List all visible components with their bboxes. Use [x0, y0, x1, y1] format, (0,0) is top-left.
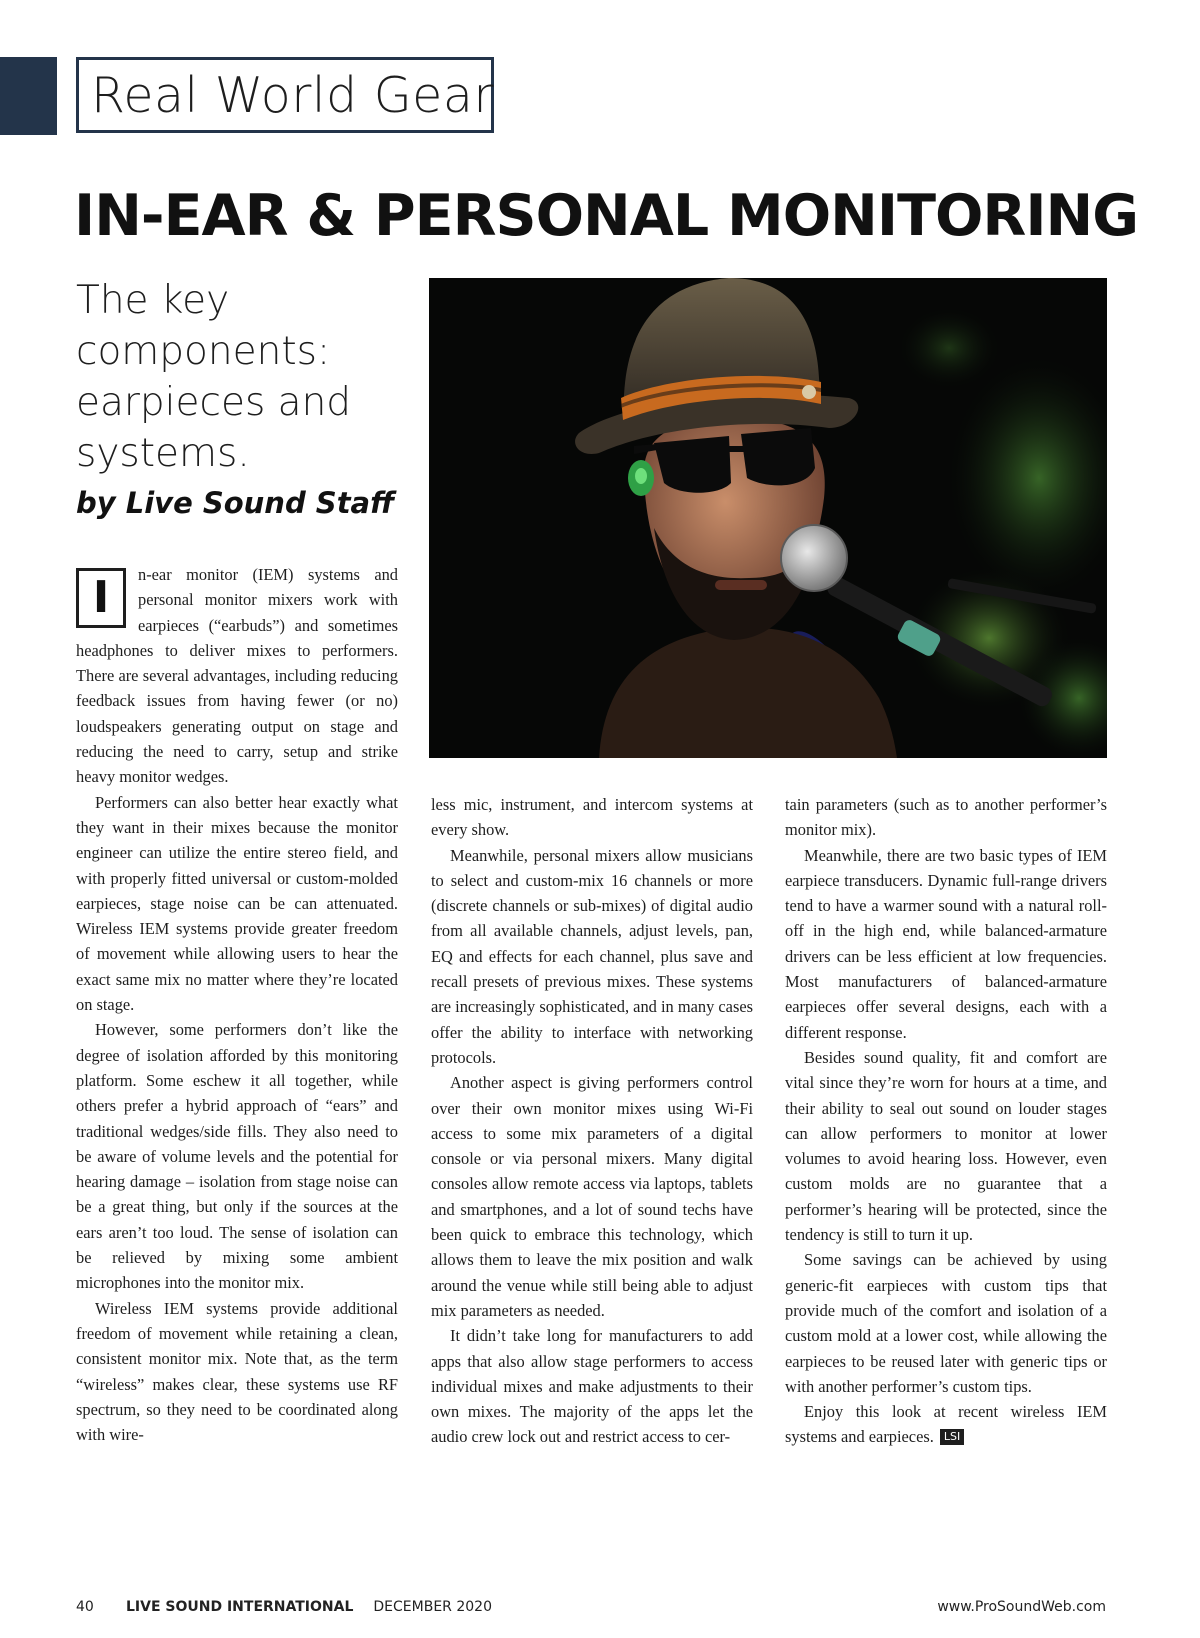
- paragraph: However, some performers don’t like the degree of isolation afforded by this monitoring platform. Some eschew it all together, while others prefer a hybrid approach of “ears” and traditional wedges/side fills. They also need to be aware of volume levels and the potential for hearing damage – isolation from stage noise can be a great thing, but only if the sources at the ears aren’t too loud. The sense of isolation can be relieved by mixing some ambient microphones into the monitor mix.: [76, 1020, 398, 1293]
- paragraph: Besides sound quality, fit and comfort are vital since they’re worn for hours at a time, and their ability to seal out sound on louder stages can allow performers to monitor at lower volumes to avoid hearing loss. However, even custom molds are no guarantee that a performer’s hearing will be protected, since the tendency is still to turn it up.: [785, 1047, 1107, 1245]
- paragraph: tain parameters (such as to another performer’s monitor mix).: [785, 795, 1107, 840]
- paragraph: Meanwhile, personal mixers allow musicians to select and custom-mix 16 channels or more (discrete channels or sub-mixes) of digital audio from all available channels, adjust levels, pan, EQ and effects for each channel, plus save and recall presets of previous mixes. These systems are increasingly sophisticated, and in many cases offer the ability to interface with networking protocols.: [431, 845, 753, 1067]
- article-column-1: [76, 562, 398, 1447]
- page-number: 40: [76, 1599, 94, 1615]
- article-column-2: [431, 792, 753, 1450]
- website-link[interactable]: www.ProSoundWeb.com: [937, 1599, 1106, 1615]
- paragraph: It didn’t take long for manufacturers to add apps that also allow stage performers to access individual mixes and make adjustments to their own mixes. The majority of the apps let the audio crew lock out and restrict access to cer-: [431, 1326, 753, 1447]
- paragraph: Some savings can be achieved by using generic-fit earpieces with custom tips that provide much of the comfort and isolation of a custom mold at a lower cost, while allowing the earpieces to be reused later with generic tips or with another performer’s custom tips.: [785, 1250, 1107, 1396]
- paragraph: less mic, instrument, and intercom systems at every show.: [431, 795, 753, 840]
- issue-date: DECEMBER 2020: [373, 1599, 492, 1615]
- paragraph: Wireless IEM systems provide additional freedom of movement while retaining a clean, consistent monitor mix. Note that, as the term “wireless” makes clear, these systems use RF spectrum, so they need to be coordinated along with wire-: [76, 1298, 398, 1445]
- drop-cap: I: [76, 568, 126, 628]
- article-photo: [429, 278, 1107, 758]
- paragraph: n-ear monitor (IEM) systems and personal monitor mixers work with earpieces (“earbuds”) and sometimes headphones to deliver mixes to performers. There are several advantages, including reducing feedback issues from having fewer (or no) loudspeakers generating output on stage and reducing the need to carry, setup and strike heavy monitor wedges.: [76, 565, 398, 787]
- section-color-tab: [0, 57, 57, 135]
- article-deck: The key components: earpieces and systems.: [76, 278, 352, 476]
- paragraph: Meanwhile, there are two basic types of IEM earpiece transducers. Dynamic full-range drivers tend to have a warmer sound with a natural roll-off in the high end, while balanced-armature drivers can be less efficient at low frequencies. Most manufacturers of balanced-armature earpieces offer several designs, each with a different response.: [785, 845, 1107, 1042]
- paragraph: Another aspect is giving performers control over their own monitor mixes using Wi-Fi access to some mix parameters of a digital console or via personal mixers. Many digital consoles allow remote access via laptops, tablets and smartphones, and a lot of sound techs have been quick to embrace this technology, which allows them to leave the mix position and walk around the venue while still being able to adjust mix parameters as needed.: [431, 1073, 753, 1320]
- article-byline: by Live Sound Staff: [76, 486, 395, 520]
- paragraph-last: [785, 1399, 1107, 1450]
- publication-name: LIVE SOUND INTERNATIONAL: [126, 1599, 354, 1615]
- article-column-3: [785, 792, 1107, 1450]
- section-label: Real World Gear: [76, 57, 494, 133]
- paragraph: Performers can also better hear exactly what they want in their mixes because the monitor engineer can utilize the entire stereo field, and with properly fitted universal or custom-molded earpieces, stage noise can be can attenuated. Wireless IEM systems provide greater freedom of movement while allowing users to hear the exact same mix no matter where they’re located on stage.: [76, 792, 398, 1015]
- article-headline: IN-EAR & PERSONAL MONITORING: [74, 183, 1139, 249]
- page-footer: [76, 1599, 1106, 1615]
- paragraph-text: Enjoy this look at recent wireless IEM systems and earpieces.: [785, 1402, 1107, 1447]
- end-mark: LSI: [940, 1429, 964, 1445]
